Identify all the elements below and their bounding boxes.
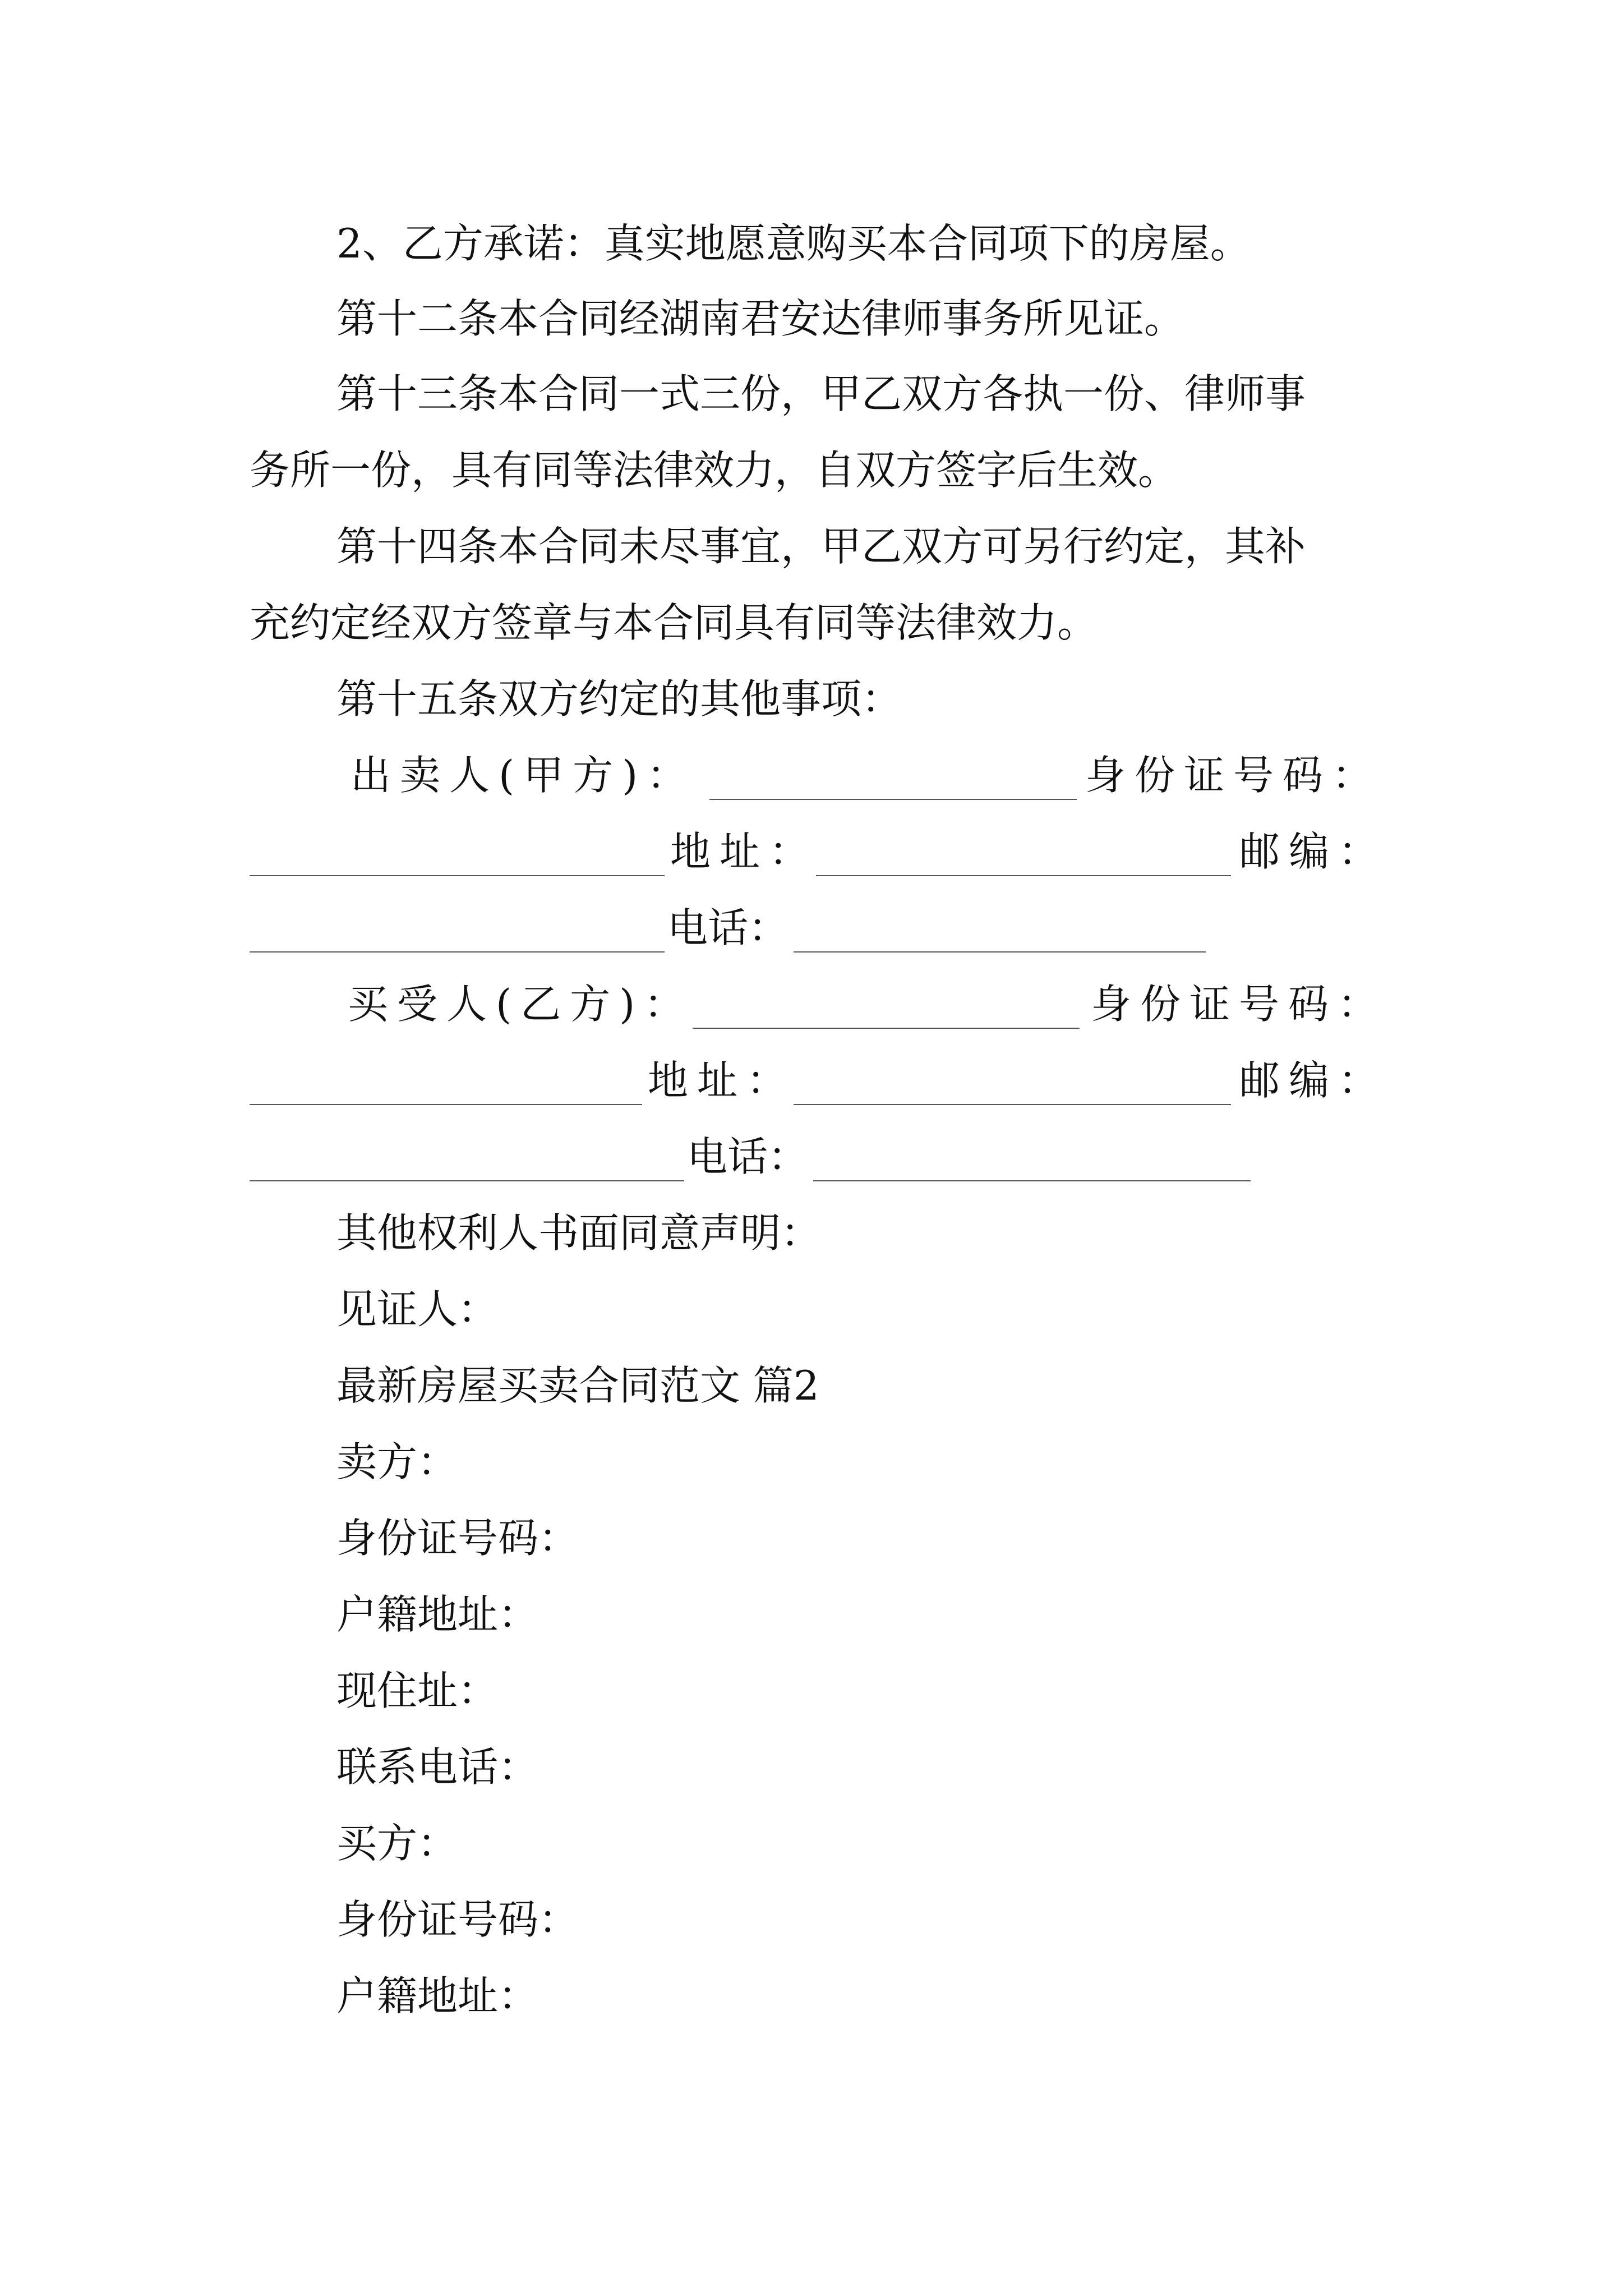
other-rights-statement: 其他权利人书面同意声明： bbox=[336, 1209, 822, 1257]
paragraph-article-13-line2: 务所一份，具有同等法律效力，自双方签字后生效。 bbox=[250, 447, 1179, 494]
buyer-phone-label: 电话： bbox=[687, 1133, 809, 1180]
seller-address-label: 地址： bbox=[670, 828, 819, 875]
paragraph-buyer-promise: 2、乙方承诺：真实地愿意购买本合同项下的房屋。 bbox=[336, 220, 1251, 267]
section2-buyer-label: 买方： bbox=[336, 1820, 458, 1867]
buyer-postcode-label: 邮编： bbox=[1239, 1057, 1388, 1104]
section2-seller-household-label: 户籍地址： bbox=[336, 1591, 539, 1638]
buyer-label: 买受人(乙方)： bbox=[348, 981, 694, 1028]
buyer-id-blank[interactable] bbox=[250, 1104, 642, 1105]
paragraph-article-12: 第十二条本合同经湖南君安达律师事务所见证。 bbox=[336, 295, 1185, 342]
seller-phone-blank[interactable] bbox=[794, 951, 1206, 953]
seller-phone-label: 电话： bbox=[667, 904, 789, 951]
buyer-id-label: 身份证号码： bbox=[1091, 981, 1387, 1028]
seller-name-blank[interactable] bbox=[709, 799, 1077, 800]
section2-seller-id-label: 身份证号码： bbox=[336, 1515, 579, 1562]
section2-buyer-household-label: 户籍地址： bbox=[336, 1972, 539, 2019]
buyer-address-blank[interactable] bbox=[794, 1104, 1231, 1105]
buyer-postcode-blank[interactable] bbox=[250, 1180, 684, 1181]
seller-address-blank[interactable] bbox=[816, 875, 1231, 876]
seller-id-blank[interactable] bbox=[250, 875, 665, 876]
seller-id-label: 身份证号码： bbox=[1085, 752, 1382, 799]
section2-buyer-id-label: 身份证号码： bbox=[336, 1896, 579, 1943]
seller-postcode-label: 邮编： bbox=[1239, 828, 1388, 875]
paragraph-article-15: 第十五条双方约定的其他事项： bbox=[336, 675, 902, 723]
seller-label: 出卖人(甲方)： bbox=[351, 752, 697, 799]
paragraph-article-13-line1: 第十三条本合同一式三份，甲乙双方各执一份、律师事 bbox=[336, 370, 1306, 417]
paragraph-article-14-line1: 第十四条本合同未尽事宜，甲乙双方可另行约定，其补 bbox=[336, 523, 1306, 570]
section2-title: 最新房屋买卖合同范文 篇2 bbox=[336, 1362, 819, 1409]
witness-label: 见证人： bbox=[336, 1286, 499, 1333]
paragraph-article-14-line2: 充约定经双方签章与本合同具有同等法律效力。 bbox=[250, 599, 1098, 646]
seller-postcode-blank[interactable] bbox=[250, 951, 665, 953]
buyer-address-label: 地址： bbox=[648, 1057, 796, 1104]
buyer-phone-blank[interactable] bbox=[813, 1180, 1251, 1181]
section2-seller-current-address-label: 现住址： bbox=[336, 1667, 499, 1714]
buyer-name-blank[interactable] bbox=[693, 1028, 1080, 1029]
section2-seller-phone-label: 联系电话： bbox=[336, 1743, 539, 1791]
section2-seller-label: 卖方： bbox=[336, 1438, 458, 1485]
